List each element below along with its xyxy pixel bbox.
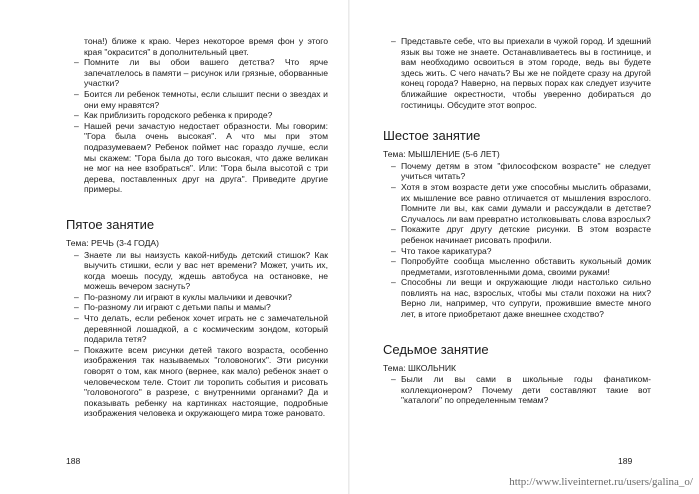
section-title-7: Седьмое занятие <box>383 341 489 357</box>
section-title-6: Шестое занятие <box>383 128 481 144</box>
list-item: – Покажите всем рисунки детей такого возраста, особенно изображения так называемых "головоногих". Эти рисунки говорят о том, как много (вернее, как мало) ребенок знает о человеческом теле. Стоит ли торопить события и рисовать "головоногого" в разрезе, с внутренними органами? Да и показывать ребенку на картинках настоящие, подробные изображения человека и окружающего мира тоже рановато. <box>66 345 328 419</box>
list-item: – По-разному ли играют с детьми папы и мамы? <box>66 302 328 313</box>
left-column <box>66 36 328 419</box>
section-5-list <box>66 250 328 420</box>
list-item: – Что такое карикатура? <box>383 246 651 257</box>
page-number-left: 188 <box>66 456 81 466</box>
list-item: – Попробуйте сообща мысленно обставить кукольный домик предметами, изготовленными дома, своими руками! <box>383 256 651 277</box>
section-theme-6: Тема: МЫШЛЕНИЕ (5-6 ЛЕТ) <box>383 149 500 160</box>
list-item: – Способны ли вещи и окружающие люди настолько сильно повлиять на нас, взрослых, чтобы мы стали похожи на них? Верно ли, например, что супруги, прожившие вместе много лет, в итоге приобретают даже внешнее сходство? <box>383 277 651 319</box>
page-number-right: 189 <box>618 456 633 466</box>
left-page <box>0 0 349 494</box>
section-title-5: Пятое занятие <box>66 216 155 232</box>
list-item: – Боится ли ребенок темноты, если слышит песни о звездах и они ему нравятся? <box>66 89 328 110</box>
section-theme-5: Тема: РЕЧЬ (3-4 ГОДА) <box>66 237 159 248</box>
watermark-url: http://www.liveinternet.ru/users/galina_o/ <box>509 476 693 488</box>
left-intro-list <box>66 36 328 195</box>
list-item: – Как приблизить городского ребенка к природе? <box>66 110 328 121</box>
list-item: тона!) ближе к краю. Через некоторое время фон у этого края "окрасится" в дополнительный цвет. <box>84 36 328 57</box>
section-theme-7: Тема: ШКОЛЬНИК <box>383 362 457 373</box>
list-item: – Знаете ли вы наизусть какой-нибудь детский стишок? Как выучить стишки, если у вас нет времени? Может, учить их, когда моешь посуду, ждешь автобуса на остановке, не можешь вечером заснуть? <box>66 250 328 292</box>
list-item: – Нашей речи зачастую недостает образности. Мы говорим: "Гора была очень высокая". А что мы при этом подразумеваем? Ребенок поймет нас гораздо лучше, если мы скажем: "Гора была до того высокая, что даже великан не мог на нее взобраться". Или: "Гора была высотой с три дерева, поставленных друг на друга". Приведите другие примеры. <box>66 121 328 195</box>
list-item: – Покажите друг другу детские рисунки. В этом возрасте ребенок начинает рисовать профили. <box>383 224 651 245</box>
right-column <box>383 36 651 406</box>
list-item: – По-разному ли играют в куклы мальчики и девочки? <box>66 292 328 303</box>
list-item: – Почему детям в этом "философском возрасте" не следует учиться читать? <box>383 161 651 182</box>
section-7-list <box>383 374 651 406</box>
section-6-list <box>383 161 651 320</box>
right-page <box>350 0 699 494</box>
list-item: – Были ли вы сами в школьные годы фанатиком-коллекционером? Почему дети составляют такие вот "каталоги" по определенным темам? <box>383 374 651 406</box>
list-item: – Хотя в этом возрасте дети уже способны мыслить образами, их мышление все равно отличается от мышления взрослого. Помните ли вы, как сами думали и рассуждали в детстве? Случалось ли вам превратно истолковывать слова взрослых? <box>383 182 651 224</box>
right-intro-list <box>383 36 651 110</box>
list-item: – Помните ли вы обои вашего детства? Что ярче запечатлелось в памяти – рисунок или грязные, оборванные участки? <box>66 57 328 89</box>
list-item: – Представьте себе, что вы приехали в чужой город. И здешний язык вы тоже не знаете. Останавливаетесь вы в гостинице, и вам необходимо освоиться в этом городе, ведь вы будете здесь жить. С чего начать? Вы же не пойдете сразу на другой конец города? Наверно, на первых порах как следует изучите ближайшие окрестности, чтобы уверенно добираться до гостиницы. Обсудите этот вопрос. <box>383 36 651 110</box>
list-item: – Что делать, если ребенок хочет играть не с замечательной деревянной лошадкой, а с космическим зондом, который подарила тетя? <box>66 313 328 345</box>
